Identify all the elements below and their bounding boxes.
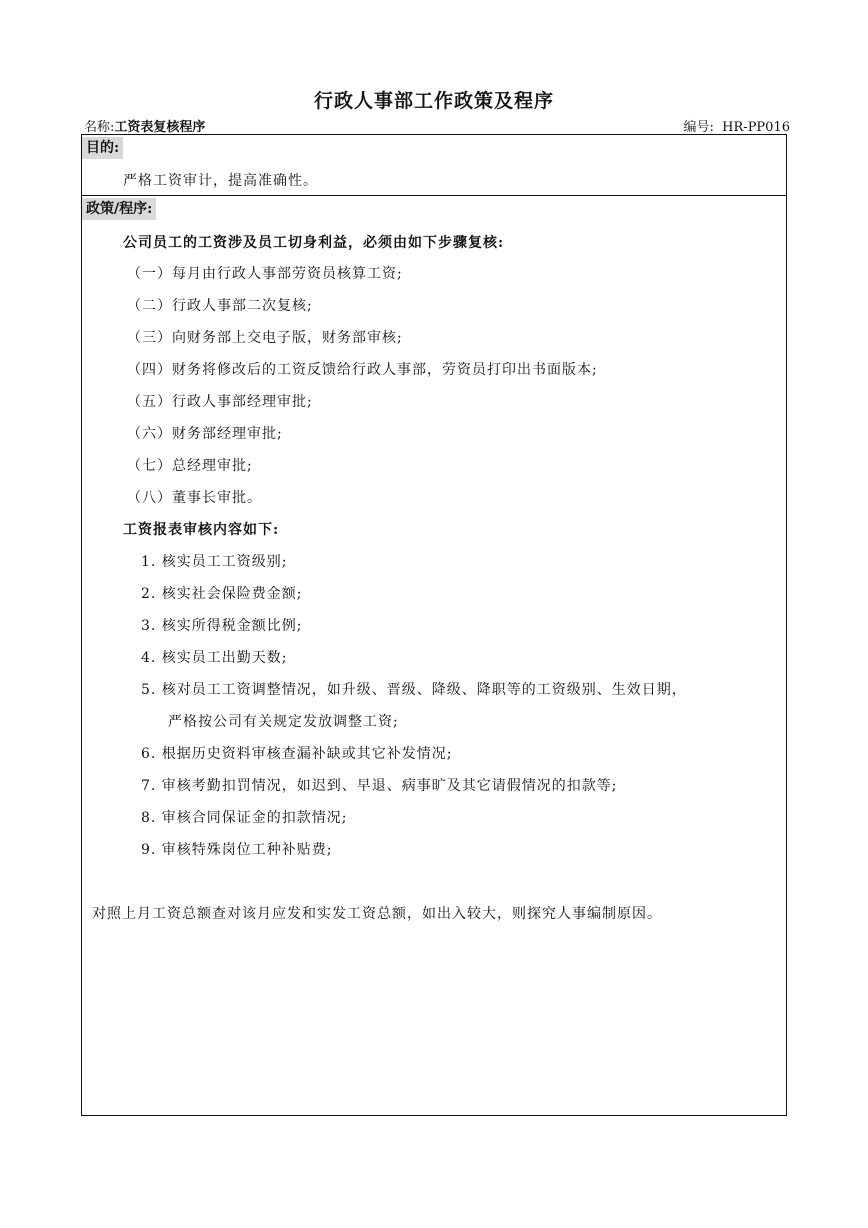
name-label: 名称: bbox=[84, 120, 115, 135]
policy-intro: 公司员工的工资涉及员工切身利益，必须由如下步骤复核: bbox=[123, 235, 505, 251]
step-item: （五）行政人事部经理审批; bbox=[127, 394, 313, 410]
review-heading: 工资报表审核内容如下: bbox=[123, 522, 280, 538]
review-item: 4. 核实员工出勤天数; bbox=[141, 650, 288, 666]
purpose-text: 严格工资审计，提高准确性。 bbox=[123, 173, 318, 189]
review-item: 3. 核实所得税金额比例; bbox=[141, 618, 303, 634]
review-item: 2. 核实社会保险费金额; bbox=[141, 586, 303, 602]
policy-label: 政策/程序: bbox=[82, 198, 156, 220]
name-value: 工资表复核程序 bbox=[114, 120, 206, 135]
step-item: （三）向财务部上交电子版，财务部审核; bbox=[127, 330, 403, 346]
document-meta bbox=[84, 116, 790, 135]
review-item: 1. 核实员工工资级别; bbox=[141, 554, 288, 570]
review-item-continued: 严格按公司有关规定发放调整工资; bbox=[168, 714, 399, 730]
document-body bbox=[81, 134, 787, 1116]
code-label: 编号: bbox=[683, 120, 714, 135]
name-field bbox=[84, 116, 205, 135]
step-item: （六）财务部经理审批; bbox=[127, 426, 283, 442]
step-item: （四）财务将修改后的工资反馈给行政人事部，劳资员打印出书面版本; bbox=[127, 362, 598, 378]
code-value: HR-PP016 bbox=[722, 120, 790, 135]
step-item: （二）行政人事部二次复核; bbox=[127, 298, 313, 314]
purpose-section bbox=[82, 135, 786, 196]
step-item: （七）总经理审批; bbox=[127, 458, 253, 474]
purpose-label: 目的: bbox=[82, 137, 123, 159]
step-item: （一）每月由行政人事部劳资员核算工资; bbox=[127, 266, 403, 282]
code-field bbox=[684, 116, 790, 135]
review-item: 5. 核对员工工资调整情况，如升级、晋级、降级、降职等的工资级别、生效日期， bbox=[141, 682, 687, 698]
review-item: 6. 根据历史资料审核查漏补缺或其它补发情况; bbox=[141, 746, 453, 762]
review-item: 8. 审核合同保证金的扣款情况; bbox=[141, 810, 348, 826]
document-title: 行政人事部工作政策及程序 bbox=[313, 90, 554, 112]
step-item: （八）董事长审批。 bbox=[127, 490, 262, 506]
review-item: 9. 审核特殊岗位工种补贴费; bbox=[141, 842, 333, 858]
review-item: 7. 审核考勤扣罚情况，如迟到、早退、病事旷及其它请假情况的扣款等; bbox=[141, 778, 618, 794]
closing-text: 对照上月工资总额查对该月应发和实发工资总额，如出入较大，则探究人事编制原因。 bbox=[92, 906, 662, 922]
